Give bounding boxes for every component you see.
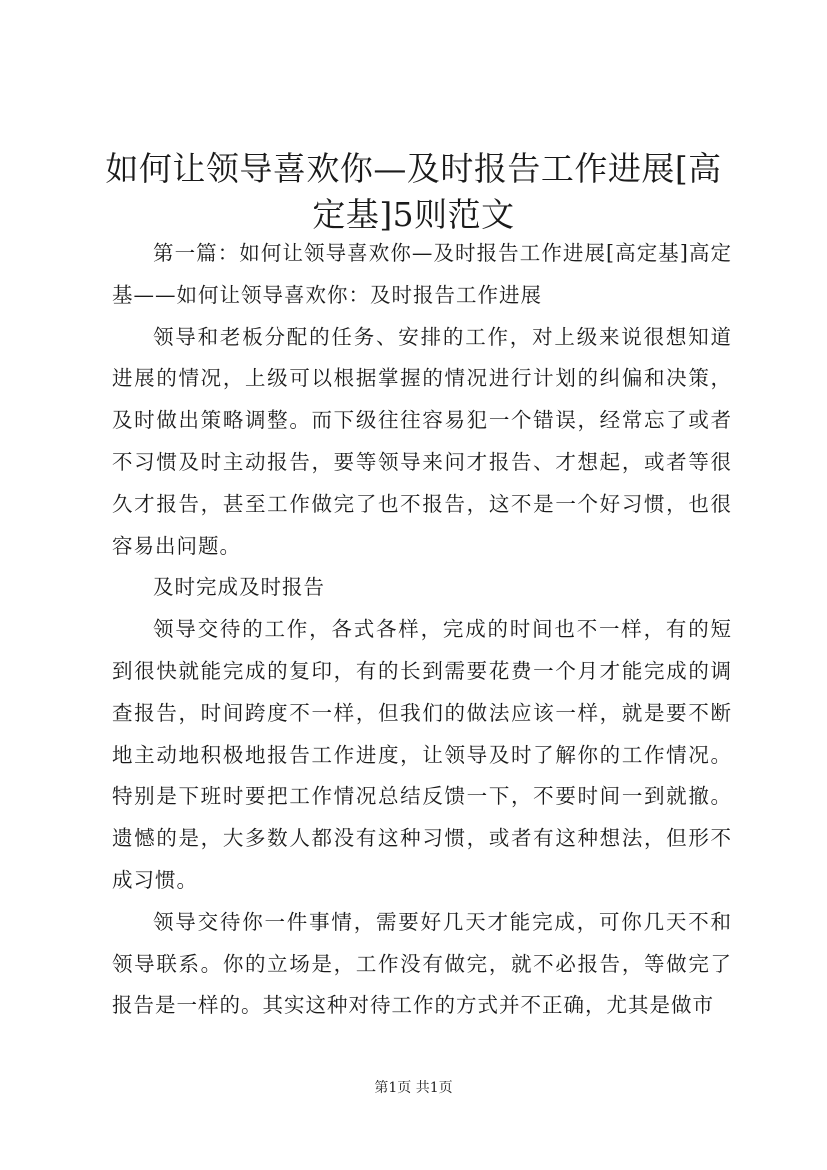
- document-title: 如何让领导喜欢你—及时报告工作进展[高定基]5则范文: [105, 149, 722, 234]
- paragraph: 领导和老板分配的任务、安排的工作，对上级来说很想知道进展的情况，上级可以根据掌握的情况进行计划的纠偏和决策，及时做出策略调整。而下级往往容易犯一个错误，经常忘了或者不习惯及时主动报告，要等领导来问才报告、才想起，或者等很久才报告，甚至工作做完了也不报告，这不是一个好习惯，也很容易出问题。: [112, 324, 732, 558]
- paragraph: 领导交待的工作，各式各样，完成的时间也不一样，有的短到很快就能完成的复印，有的长到需要花费一个月才能完成的调查报告，时间跨度不一样，但我们的做法应该一样，就是要不断地主动地积极地报告工作进度，让领导及时了解你的工作情况。特别是下班时要把工作情况总结反馈一下，不要时间一到就撤。遗憾的是，大多数人都没有这种习惯，或者有这种想法，但形不成习惯。: [112, 617, 732, 892]
- document-body: [112, 233, 732, 1027]
- paragraph: 领导交待你一件事情，需要好几天才能完成，可你几天不和领导联系。你的立场是，工作没有做完，就不必报告，等做完了报告是一样的。其实这种对待工作的方式并不正确，尤其是做市: [112, 909, 732, 1018]
- section-heading: 及时完成及时报告: [153, 575, 325, 600]
- page-footer: 第1页 共1页: [374, 1080, 453, 1096]
- paragraph: 第一篇：如何让领导喜欢你—及时报告工作进展[高定基]高定基——如何让领导喜欢你：及时报告工作进展: [112, 241, 732, 307]
